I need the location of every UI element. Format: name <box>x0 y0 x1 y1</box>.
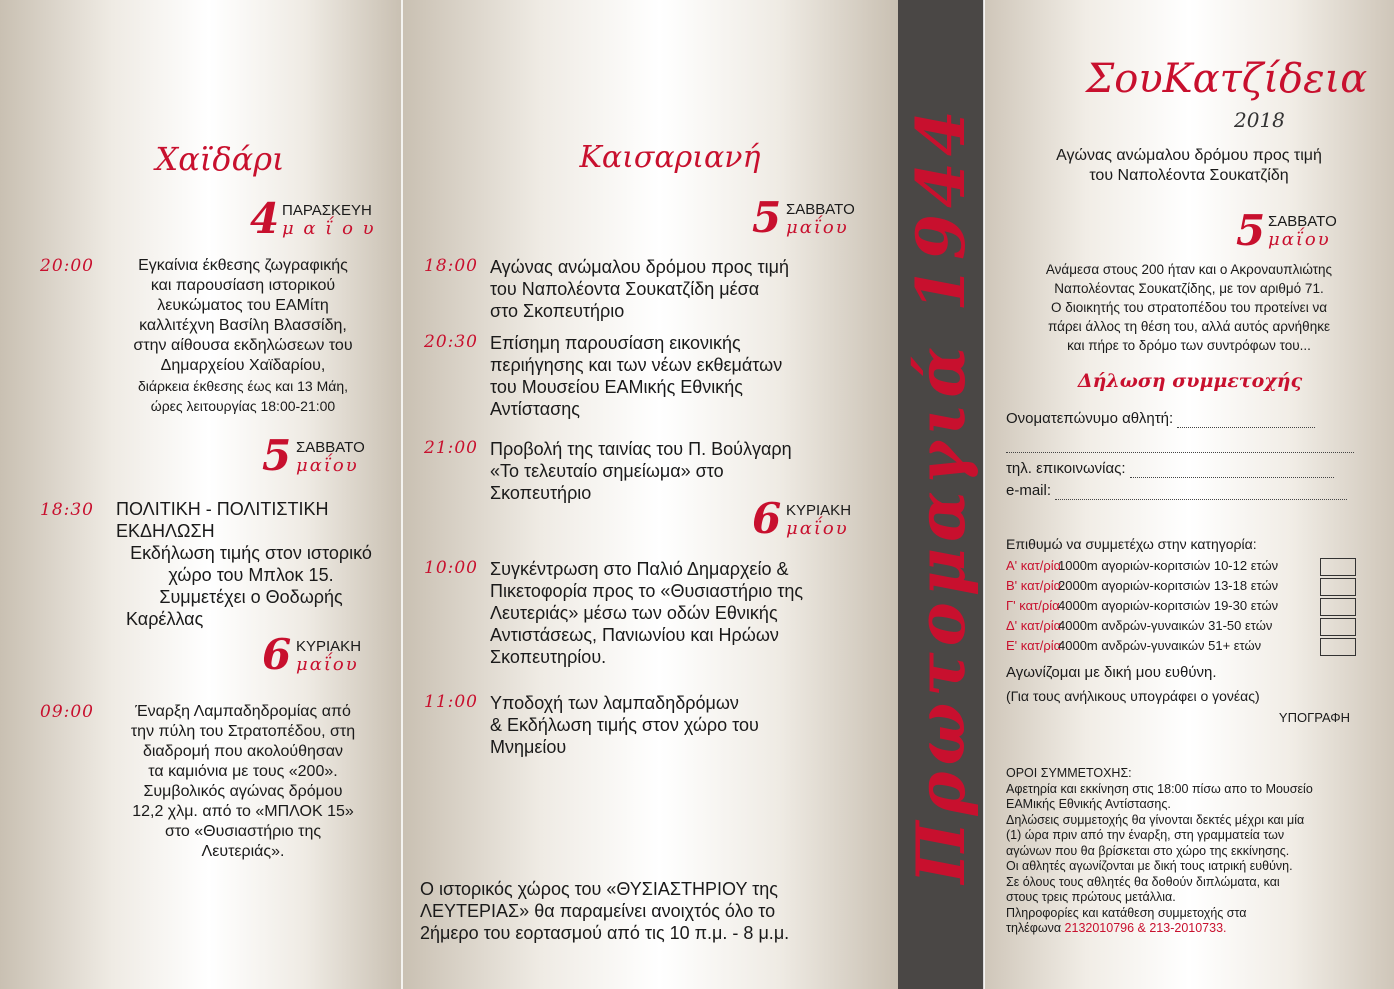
haidari-date-2 <box>262 431 392 481</box>
vertical-band <box>898 0 984 989</box>
race-subtitle <box>996 146 1382 186</box>
terms-line: Σε όλους τους αθλητές θα δοθούν διπλώματα, και <box>1006 874 1280 889</box>
phones-label: τηλέφωνα <box>1006 921 1062 935</box>
category-row-b <box>1006 578 1356 596</box>
haidari-event-3 <box>110 702 376 862</box>
terms-line: αγώνων που θα βρίσκεται στο χώρο της εκκίνησης. <box>1006 843 1290 858</box>
haidari-title: Χαϊδάρι <box>155 140 285 178</box>
kaisariani-event-1 <box>490 256 890 322</box>
race-year: 2018 <box>1234 108 1285 132</box>
category-desc: 4000m ανδρών-γυναικών 31-50 ετών <box>1058 618 1273 633</box>
category-label: Β' κατ/ρία <box>1006 578 1062 593</box>
haidari-event-2 <box>116 498 386 630</box>
event-line: διαδρομή που ακολούθησαν <box>142 743 344 760</box>
date-day: ΣΑΒΒΑΤΟ <box>786 201 855 218</box>
event-line: Συμβολικός αγώνας δρόμου <box>143 783 343 800</box>
event-time: 18:30 <box>40 500 94 520</box>
category-label: Δ' κατ/ρία <box>1006 618 1062 633</box>
event-line: Προβολή της ταινίας του Π. Βούλγαρη <box>490 439 792 459</box>
kaisariani-date-2 <box>752 494 892 544</box>
category-label: Α' κατ/ρία <box>1006 558 1062 573</box>
event-line: Μνημείου <box>490 737 567 757</box>
event-line: χώρο του Μπλοκ 15. <box>168 565 334 585</box>
vertical-title: Πρωτομαγιά 1944 <box>902 104 980 884</box>
field-phone-label: τηλ. επικοινωνίας: <box>1006 460 1126 477</box>
category-checkbox[interactable] <box>1320 638 1356 656</box>
terms-line: Πληροφορίες και κατάθεση συμμετοχής στα <box>1006 905 1247 920</box>
event-line: του Μουσείου ΕΑΜικής Εθνικής <box>490 377 743 397</box>
event-line: και παρουσίαση ιστορικού <box>150 277 336 294</box>
terms-line: Δηλώσεις συμμετοχής θα γίνονται δεκτές μέχρι και μία <box>1006 812 1305 827</box>
event-line: τα καμιόνια με τους «200». <box>148 763 338 780</box>
kaisariani-title: Καισαριανή <box>579 140 761 175</box>
date-month: μαΐου <box>786 217 849 238</box>
event-line: στην αίθουσα εκδηλώσεων του <box>133 337 353 354</box>
event-line: Εγκαίνια έκθεσης ζωγραφικής <box>138 257 348 274</box>
liability-note: Αγωνίζομαι με δική μου ευθύνη. <box>1006 664 1217 681</box>
intro-line: Ναπολέοντας Σουκατζίδης, με τον αριθμό 71. <box>1054 281 1324 296</box>
event-line: διάρκεια έκθεσης έως και 13 Μάη, <box>137 378 349 394</box>
terms-line: (1) ώρα πριν από την έναρξη, στη γραμματεία των <box>1006 828 1285 842</box>
date-number: 5 <box>262 431 292 480</box>
date-day: ΚΥΡΙΑΚΗ <box>296 638 362 655</box>
category-checkbox[interactable] <box>1320 578 1356 596</box>
intro-line: Ο διοικητής του στρατοπέδου του προτείνει να <box>1050 300 1328 315</box>
form-title: Δήλωση συμμετοχής <box>1077 370 1303 392</box>
signature-label: ΥΠΟΓΡΑΦΗ <box>1278 710 1350 725</box>
race-intro <box>996 260 1382 355</box>
field-phone-input[interactable] <box>1130 460 1334 478</box>
event-line: ΕΚΔΗΛΩΣΗ <box>116 521 215 541</box>
event-line: Εκδήλωση τιμής στον ιστορικό <box>130 543 372 563</box>
category-title: Επιθυμώ να συμμετέχω στην κατηγορία: <box>1006 536 1257 552</box>
kaisariani-date-1 <box>752 193 892 243</box>
field-name-continuation[interactable] <box>1006 434 1354 453</box>
phones-number: 2132010796 & 213-2010733. <box>1064 921 1227 935</box>
category-desc: 2000m αγοριών-κοριτσιών 13-18 ετών <box>1058 578 1279 593</box>
subtitle-line: του Ναπολέοντα Σουκατζίδη <box>1089 167 1289 184</box>
haidari-date-3 <box>262 630 392 680</box>
date-day: ΣΑΒΒΑΤΟ <box>1268 213 1337 230</box>
event-time: 21:00 <box>424 438 478 458</box>
date-number: 5 <box>1236 206 1266 255</box>
kaisariani-event-3 <box>490 438 890 504</box>
field-name-label: Ονοματεπώνυμο αθλητή: <box>1006 410 1174 427</box>
event-line: 12,2 χλμ. από το «ΜΠΛΟΚ 15» <box>132 803 354 820</box>
date-month: μ α ΐ ο υ <box>282 218 376 239</box>
terms-line: Οι αθλητές αγωνίζονται με δική τους ιατρική ευθύνη. <box>1006 859 1293 873</box>
terms-line: Αφετηρία και εκκίνηση στις 18:00 πίσω απο το Μουσείο <box>1006 781 1313 796</box>
event-line: Δημαρχείου Χαϊδαρίου, <box>160 357 326 374</box>
event-time: 09:00 <box>40 702 94 722</box>
haidari-date-1 <box>250 194 390 244</box>
event-line: Πικετοφορία προς το «Θυσιαστήριο της <box>490 581 804 601</box>
event-line: & Εκδήλωση τιμής στον χώρο του <box>490 715 759 735</box>
date-day: ΣΑΒΒΑΤΟ <box>296 439 365 456</box>
footer-line: Ο ιστορικός χώρος του «ΘΥΣΙΑΣΤΗΡΙΟΥ της <box>420 879 778 899</box>
date-day: ΚΥΡΙΑΚΗ <box>786 502 852 519</box>
event-line: Σκοπευτήριο <box>490 483 592 503</box>
category-desc: 4000m αγοριών-κοριτσιών 19-30 ετών <box>1058 598 1279 613</box>
event-line: στο Σκοπευτήριο <box>490 301 625 321</box>
date-day: ΠΑΡΑΣΚΕΥΗ <box>282 202 372 219</box>
date-number: 6 <box>752 494 782 543</box>
field-email-label: e-mail: <box>1006 482 1052 499</box>
kaisariani-event-4 <box>490 558 890 668</box>
category-label: Γ' κατ/ρία <box>1006 598 1060 613</box>
event-line: Αντίστασης <box>490 399 580 419</box>
terms-phones-line <box>1006 921 1356 937</box>
terms-line: στους τρεις πρώτους μετάλλια. <box>1006 890 1176 904</box>
event-line: Λευτεριάς». <box>201 843 285 860</box>
date-number: 4 <box>250 194 280 243</box>
event-line: Έναρξη Λαμπαδηδρομίας από <box>135 703 351 720</box>
event-line: Σκοπευτηρίου. <box>490 647 607 667</box>
field-phone[interactable] <box>1006 460 1354 478</box>
event-time: 10:00 <box>424 558 478 578</box>
kaisariani-footer-note <box>420 878 890 944</box>
date-number: 5 <box>752 193 782 242</box>
event-line: «Το τελευταίο σημείωμα» στο <box>490 461 724 481</box>
event-line: Καρέλλας <box>126 609 204 629</box>
event-line: Υποδοχή των λαμπαδηδρόμων <box>490 693 739 713</box>
category-row-e <box>1006 638 1356 656</box>
field-name[interactable] <box>1006 410 1354 428</box>
event-line: Επίσημη παρουσίαση εικονικής <box>490 333 741 353</box>
category-desc: 4000m ανδρών-γυναικών 51+ ετών <box>1058 638 1262 653</box>
minors-note: (Για τους ανήλικους υπογράφει ο γονέας) <box>1006 688 1260 704</box>
intro-line: πάρει άλλος τη θέση του, αλλά αυτός αρνήθηκε <box>1048 319 1330 334</box>
category-desc: 1000m αγοριών-κοριτσιών 10-12 ετών <box>1058 558 1279 573</box>
event-line: στο «Θυσιαστήριο της <box>164 823 322 840</box>
category-row-d <box>1006 618 1356 636</box>
event-line: Λευτεριάς» μέσω των οδών Εθνικής <box>490 603 778 623</box>
event-time: 18:00 <box>424 256 478 276</box>
date-number: 6 <box>262 630 292 679</box>
subtitle-line: Αγώνας ανώμαλου δρόμου προς τιμή <box>1056 147 1322 164</box>
field-name-input[interactable] <box>1177 410 1315 428</box>
event-line: ώρες λειτουργίας 18:00-21:00 <box>150 398 336 414</box>
date-month: μαΐου <box>1268 229 1331 250</box>
fold-line <box>401 0 403 989</box>
event-line: λευκώματος του ΕΑΜίτη <box>157 297 329 314</box>
race-logo: ΣουΚατζίδεια <box>1086 56 1368 102</box>
event-line: ΠΟΛΙΤΙΚΗ - ΠΟΛΙΤΙΣΤΙΚΗ <box>116 499 329 519</box>
category-label: Ε' κατ/ρία <box>1006 638 1062 653</box>
category-row-c <box>1006 598 1356 616</box>
race-date <box>1236 206 1386 256</box>
haidari-event-1 <box>110 256 376 416</box>
terms-title: ΟΡΟΙ ΣΥΜΜΕΤΟΧΗΣ: <box>1006 766 1132 780</box>
terms-line: ΕΑΜικής Εθνικής Αντίστασης. <box>1006 797 1171 811</box>
event-line: Συμμετέχει ο Θοδωρής <box>159 587 343 607</box>
intro-line: και πήρε το δρόμο των συντρόφων του... <box>1067 338 1311 353</box>
event-line: Αγώνας ανώμαλου δρόμου προς τιμή <box>490 257 789 277</box>
category-checkbox[interactable] <box>1320 598 1356 616</box>
event-line: Αντιστάσεως, Πανιωνίου και Ηρώων <box>490 625 779 645</box>
event-line: την πύλη του Στρατοπέδου, στη <box>130 723 356 740</box>
terms <box>1006 766 1356 937</box>
date-month: μαΐου <box>786 518 849 539</box>
field-email[interactable] <box>1006 482 1354 500</box>
event-line: Συγκέντρωση στο Παλιό Δημαρχείο & <box>490 559 789 579</box>
footer-line: 2ήμερο του εορτασμού από τις 10 π.μ. - 8 μ.μ. <box>420 923 790 943</box>
event-time: 11:00 <box>424 692 478 712</box>
event-line: καλλιτέχνη Βασίλη Βλασσίδη, <box>139 317 347 334</box>
intro-line: Ανάμεσα στους 200 ήταν και ο Ακροναυπλιώτης <box>1045 262 1333 277</box>
date-month: μαΐου <box>296 455 359 476</box>
field-email-input[interactable] <box>1055 482 1347 500</box>
category-checkbox[interactable] <box>1320 618 1356 636</box>
category-row-a <box>1006 558 1356 576</box>
kaisariani-event-2 <box>490 332 890 420</box>
kaisariani-event-5 <box>490 692 890 758</box>
date-month: μαΐου <box>296 654 359 675</box>
event-time: 20:00 <box>40 256 94 276</box>
event-line: του Ναπολέοντα Σουκατζίδη μέσα <box>490 279 760 299</box>
event-line: περιήγησης και των νέων εκθεμάτων <box>490 355 783 375</box>
event-time: 20:30 <box>424 332 478 352</box>
footer-line: ΛΕΥΤΕΡΙΑΣ» θα παραμείνει ανοιχτός όλο το <box>420 901 776 921</box>
category-checkbox[interactable] <box>1320 558 1356 576</box>
